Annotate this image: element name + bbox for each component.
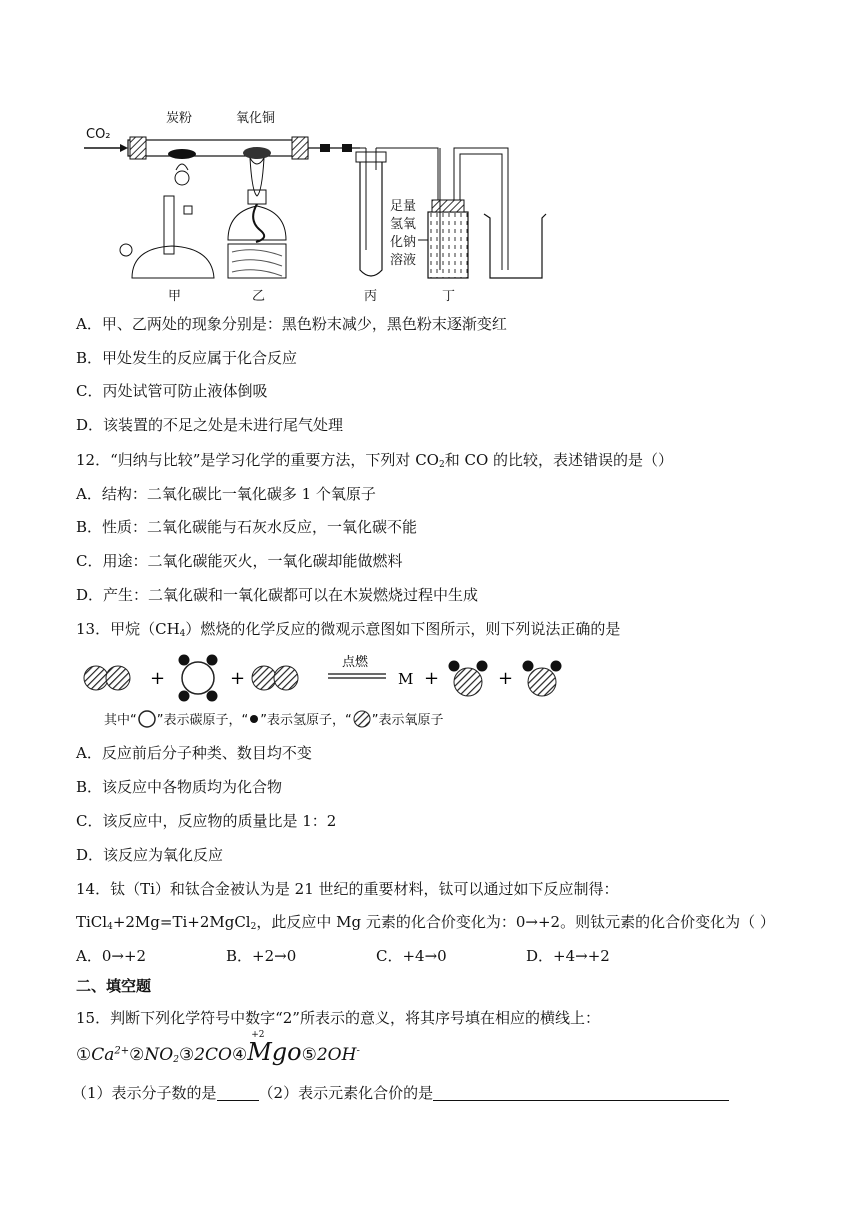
q14-equation: TiCl$_4$+2Mg=Ti+2MgCl$_2$，此反应中 Mg 元素的化合价变化为：0→+2。则钛元素的化合价变化为（ ） <box>76 913 775 932</box>
lamp-body <box>228 206 286 240</box>
station-yi: 乙 <box>252 289 266 304</box>
q14-option-d: D．+4→+2 <box>526 947 610 965</box>
q15-formulas: $①Ca^{2+}②NO_2③2CO④$ +2 Mgo⑤2OH- <box>76 1030 360 1066</box>
oxygen-atom <box>454 668 482 696</box>
stopper-left <box>130 137 146 159</box>
q12-option-a: A．结构：二氧化碳比一氧化碳多 1 个氧原子 <box>76 485 376 503</box>
carbon-atom <box>182 662 214 694</box>
bottle-stopper <box>432 200 464 212</box>
hydrogen-atom <box>207 691 218 702</box>
hydrogen-atom <box>477 661 488 672</box>
blank-2-input[interactable] <box>433 1084 729 1101</box>
station-jia: 甲 <box>168 289 182 304</box>
stopper-right <box>292 137 308 159</box>
q13-option-c: C．该反应中，反应物的质量比是 1：2 <box>76 812 337 830</box>
q14-stem: 14．钛（Ti）和钛合金被认为是 21 世纪的重要材料，钛可以通过如下反应制得： <box>76 880 619 898</box>
q12-option-b: B．性质：二氧化碳能与石灰水反应，一氧化碳不能 <box>76 518 418 536</box>
naoh-label-2: 氢氧 <box>390 217 417 232</box>
station-ding: 丁 <box>442 289 456 304</box>
naoh-label-1: 足量 <box>390 199 417 214</box>
q14-option-a: A．0→+2 <box>76 947 147 965</box>
formula-mgo: +2 Mgo <box>247 1030 302 1066</box>
plus-sign: + <box>424 668 440 689</box>
q14-options <box>76 946 610 966</box>
q12-option-c: C．用途：二氧化碳能灭火，一氧化碳却能做燃料 <box>76 552 403 570</box>
carbon-label: 炭粉 <box>166 111 193 126</box>
flame-jia <box>176 164 188 170</box>
plus-sign: + <box>150 668 166 689</box>
burner-stem <box>164 196 174 254</box>
carbon-legend-icon <box>137 710 157 728</box>
formula-no2: $NO_2$ <box>144 1045 179 1065</box>
cuo-label: 氧化铜 <box>236 111 276 126</box>
glass-tube <box>128 140 308 156</box>
atom-legend: 其中“ ”表示碳原子，“ ”表示氢原子，“ ”表示氧原子 <box>104 709 443 728</box>
test-tube-bing <box>360 160 382 276</box>
oxygen-atom <box>84 666 108 690</box>
formula-2oh: 2OH- <box>316 1045 360 1065</box>
hydrogen-atom <box>179 655 190 666</box>
cuo-powder <box>243 147 271 159</box>
hydrogen-atom <box>207 655 218 666</box>
q11-option-d: D．该装置的不足之处是未进行尾气处理 <box>76 416 344 434</box>
q13-stem: 13．甲烷$(CH_4)$燃烧的化学反应的微观示意图如下图所示，则下列说法正确的是 <box>76 620 621 639</box>
section-title: 二、填空题 <box>76 977 152 995</box>
hydrogen-legend-icon <box>248 713 260 725</box>
q15-stem: 15．判断下列化学符号中数字“2”所表示的意义，将其序号填在相应的横线上： <box>76 1009 600 1027</box>
q15-blanks: （1）表示分子数的是 （2）表示元素化合价的是 <box>72 1083 729 1103</box>
carbon-powder <box>168 149 196 159</box>
hydrogen-atom <box>551 661 562 672</box>
burner-base <box>132 246 214 278</box>
blank-1-input[interactable] <box>217 1084 259 1101</box>
lamp-wick <box>253 204 264 242</box>
burner-clamp <box>175 171 189 185</box>
oxygen-atom <box>528 668 556 696</box>
station-bing: 丙 <box>364 289 378 304</box>
q12-stem: 12．“归纳与比较”是学习化学的重要方法，下列对 $CO_2$和 CO 的比较，表述错误的是（） <box>76 451 674 470</box>
plus-sign: + <box>230 668 246 689</box>
lamp-neck <box>248 190 266 204</box>
reaction-diagram <box>80 650 570 708</box>
hydrogen-atom <box>449 661 460 672</box>
q13-option-b: B．该反应中各物质均为化合物 <box>76 778 283 796</box>
naoh-label-4: 溶液 <box>390 253 417 268</box>
q12-option-d: D．产生：二氧化碳和一氧化碳都可以在木炭燃烧过程中生成 <box>76 586 479 604</box>
burner-knob <box>184 206 192 214</box>
q11-option-a: A．甲、乙两处的现象分别是：黑色粉末减少，黑色粉末逐渐变红 <box>76 315 507 333</box>
condition-label: 点燃 <box>342 655 369 670</box>
formula-ca: $Ca^{2+}$ <box>91 1045 130 1065</box>
hydrogen-atom <box>179 691 190 702</box>
q14-option-c: C．+4→0 <box>376 947 447 965</box>
oxygen-atom <box>252 666 276 690</box>
q13-option-a: A．反应前后分子种类、数目均不变 <box>76 744 312 762</box>
plus-sign: + <box>498 668 514 689</box>
burner-valve <box>120 244 132 256</box>
q11-option-b: B．甲处发生的反应属于化合反应 <box>76 349 298 367</box>
q11-option-c: C．丙处试管可防止液体倒吸 <box>76 382 268 400</box>
q14-option-b: B．+2→0 <box>226 947 297 965</box>
q13-option-d: D．该反应为氧化反应 <box>76 846 224 864</box>
hydrogen-atom <box>523 661 534 672</box>
oxygen-atom <box>274 666 298 690</box>
tube-stopper <box>356 152 386 162</box>
formula-2co: 2CO <box>194 1045 232 1065</box>
oxygen-legend-icon <box>352 710 372 728</box>
beaker <box>484 214 546 278</box>
naoh-label-3: 化钠 <box>390 235 417 250</box>
apparatus-diagram <box>80 100 550 305</box>
co2-label: CO₂ <box>86 127 111 142</box>
wash-bottle <box>428 212 468 278</box>
arrow-head-icon <box>120 144 128 152</box>
product-m: M <box>398 670 414 688</box>
oxygen-atom <box>106 666 130 690</box>
